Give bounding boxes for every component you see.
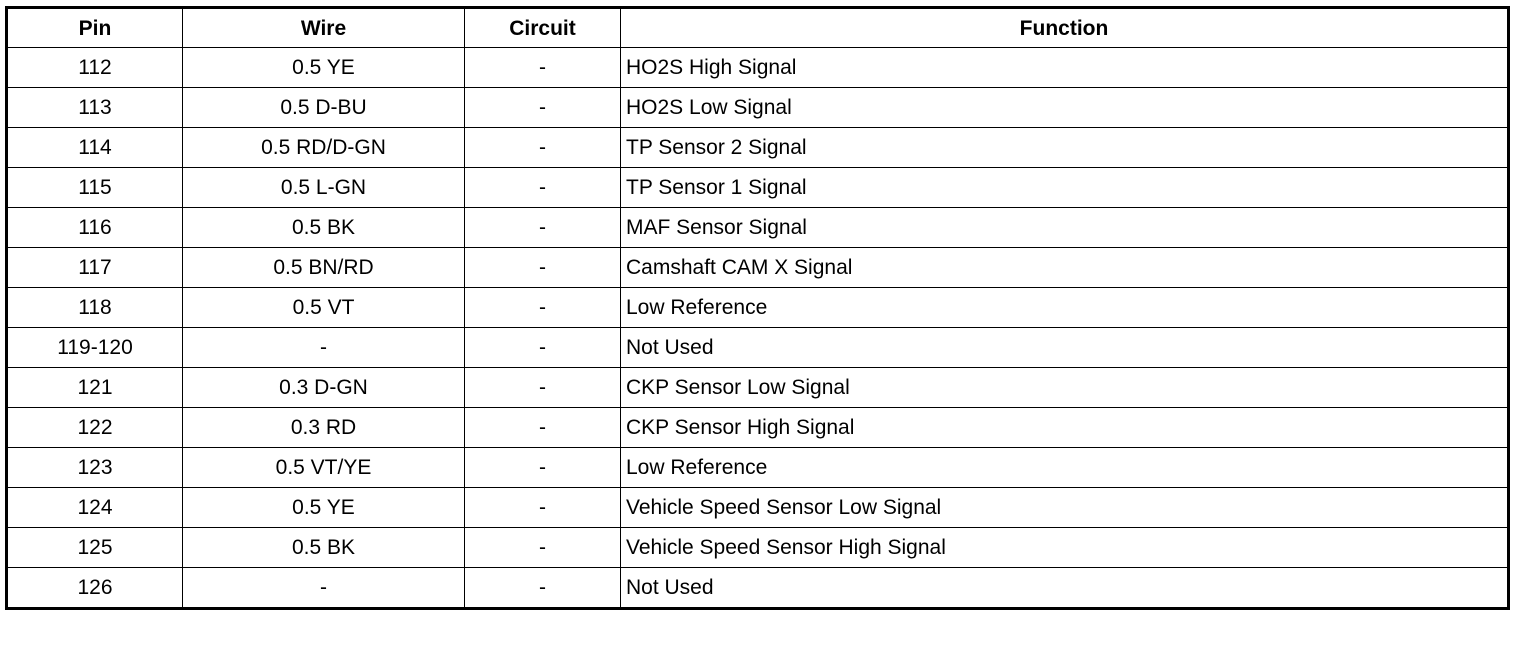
table-row bbox=[7, 88, 1509, 128]
header-pin: Pin bbox=[7, 8, 183, 48]
circuit-cell: - bbox=[465, 128, 621, 168]
wire-cell: 0.3 RD bbox=[183, 408, 465, 448]
header-function: Function bbox=[621, 8, 1509, 48]
function-cell: HO2S Low Signal bbox=[621, 88, 1509, 128]
wire-cell: 0.5 BK bbox=[183, 528, 465, 568]
table-row bbox=[7, 448, 1509, 488]
wire-cell: - bbox=[183, 328, 465, 368]
table-header-row bbox=[7, 8, 1509, 48]
circuit-cell: - bbox=[465, 248, 621, 288]
pin-cell: 119-120 bbox=[7, 328, 183, 368]
table-row bbox=[7, 568, 1509, 609]
pin-cell: 112 bbox=[7, 48, 183, 88]
table-row bbox=[7, 408, 1509, 448]
function-cell: TP Sensor 2 Signal bbox=[621, 128, 1509, 168]
wire-cell: 0.5 VT/YE bbox=[183, 448, 465, 488]
circuit-cell: - bbox=[465, 568, 621, 609]
table-row bbox=[7, 208, 1509, 248]
function-cell: Camshaft CAM X Signal bbox=[621, 248, 1509, 288]
wire-cell: 0.5 D-BU bbox=[183, 88, 465, 128]
pin-cell: 124 bbox=[7, 488, 183, 528]
circuit-cell: - bbox=[465, 528, 621, 568]
pin-cell: 113 bbox=[7, 88, 183, 128]
circuit-cell: - bbox=[465, 168, 621, 208]
circuit-cell: - bbox=[465, 48, 621, 88]
connector-pinout-table bbox=[5, 6, 1510, 610]
pin-cell: 114 bbox=[7, 128, 183, 168]
pin-cell: 117 bbox=[7, 248, 183, 288]
function-cell: CKP Sensor Low Signal bbox=[621, 368, 1509, 408]
table-row bbox=[7, 488, 1509, 528]
pin-cell: 125 bbox=[7, 528, 183, 568]
wire-cell: 0.5 BN/RD bbox=[183, 248, 465, 288]
circuit-cell: - bbox=[465, 488, 621, 528]
wire-cell: - bbox=[183, 568, 465, 609]
header-wire: Wire bbox=[183, 8, 465, 48]
circuit-cell: - bbox=[465, 408, 621, 448]
wire-cell: 0.5 VT bbox=[183, 288, 465, 328]
pin-cell: 116 bbox=[7, 208, 183, 248]
function-cell: TP Sensor 1 Signal bbox=[621, 168, 1509, 208]
circuit-cell: - bbox=[465, 448, 621, 488]
circuit-cell: - bbox=[465, 88, 621, 128]
header-circuit: Circuit bbox=[465, 8, 621, 48]
table-row bbox=[7, 248, 1509, 288]
table-row bbox=[7, 128, 1509, 168]
pin-cell: 123 bbox=[7, 448, 183, 488]
table-row bbox=[7, 48, 1509, 88]
function-cell: Not Used bbox=[621, 328, 1509, 368]
function-cell: Not Used bbox=[621, 568, 1509, 609]
table-row bbox=[7, 168, 1509, 208]
pin-cell: 115 bbox=[7, 168, 183, 208]
wire-cell: 0.5 YE bbox=[183, 488, 465, 528]
pin-cell: 121 bbox=[7, 368, 183, 408]
circuit-cell: - bbox=[465, 328, 621, 368]
table-row bbox=[7, 528, 1509, 568]
wire-cell: 0.5 YE bbox=[183, 48, 465, 88]
function-cell: Low Reference bbox=[621, 448, 1509, 488]
function-cell: MAF Sensor Signal bbox=[621, 208, 1509, 248]
pin-cell: 122 bbox=[7, 408, 183, 448]
function-cell: CKP Sensor High Signal bbox=[621, 408, 1509, 448]
pin-cell: 118 bbox=[7, 288, 183, 328]
function-cell: Low Reference bbox=[621, 288, 1509, 328]
wire-cell: 0.5 L-GN bbox=[183, 168, 465, 208]
table-body bbox=[7, 48, 1509, 609]
table-row bbox=[7, 328, 1509, 368]
circuit-cell: - bbox=[465, 288, 621, 328]
pin-cell: 126 bbox=[7, 568, 183, 609]
circuit-cell: - bbox=[465, 368, 621, 408]
wire-cell: 0.5 BK bbox=[183, 208, 465, 248]
function-cell: HO2S High Signal bbox=[621, 48, 1509, 88]
function-cell: Vehicle Speed Sensor High Signal bbox=[621, 528, 1509, 568]
table-row bbox=[7, 288, 1509, 328]
wire-cell: 0.5 RD/D-GN bbox=[183, 128, 465, 168]
wire-cell: 0.3 D-GN bbox=[183, 368, 465, 408]
function-cell: Vehicle Speed Sensor Low Signal bbox=[621, 488, 1509, 528]
table-row bbox=[7, 368, 1509, 408]
circuit-cell: - bbox=[465, 208, 621, 248]
